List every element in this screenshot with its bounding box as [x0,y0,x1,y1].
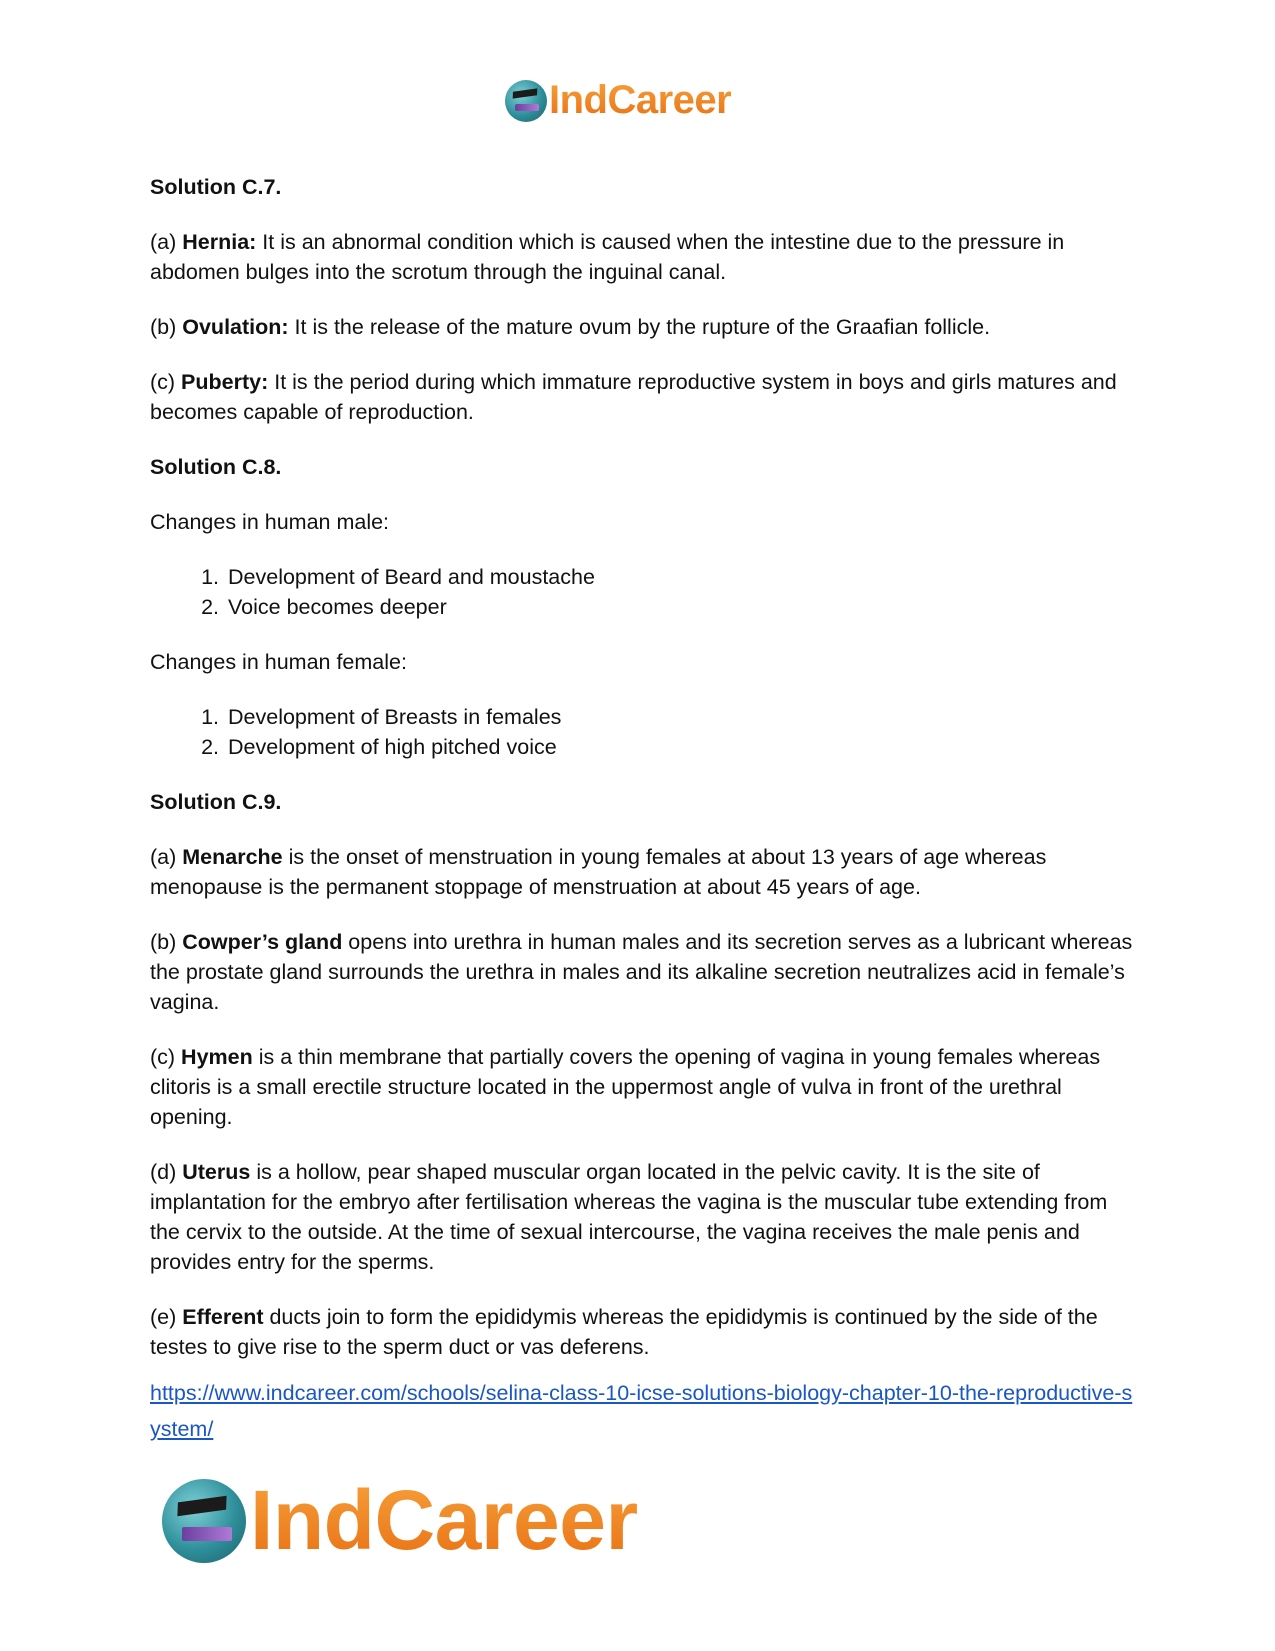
female-changes-list [150,702,1135,762]
list-item: 2. Voice becomes deeper [225,592,1135,622]
document-body [150,172,1135,1447]
source-url-link[interactable]: https://www.indcareer.com/schools/selina-class-10-icse-solutions-biology-chapter-10-the-reproductive-system/ [150,1381,1133,1441]
c9-item-d: (d) Uterus is a hollow, pear shaped muscular organ located in the pelvic cavity. It is the site of implantation for the embryo after fertilisation whereas the vagina is the muscular tube extending from the cervix to the outside. At the time of sexual intercourse, the vagina receives the male penis and provides entry for the sperms. [150,1160,1108,1274]
logo-globe-icon [505,80,547,122]
section-heading-c7: Solution C.7. [150,175,282,199]
section-heading-c8: Solution C.8. [150,455,282,479]
logo-globe-icon [162,1479,246,1563]
c7-item-c: (c) Puberty: It is the period during which immature reproductive system in boys and girls matures and becomes capable of reproduction. [150,370,1117,424]
c9-item-b: (b) Cowper’s gland opens into urethra in human males and its secretion serves as a lubricant whereas the prostate gland surrounds the urethra in males and its alkaline secretion neutralizes acid in female’s vagina. [150,930,1133,1014]
list-item: 1. Development of Beard and moustache [225,562,1135,592]
indcareer-logo-top [505,78,731,123]
list-item: 1. Development of Breasts in females [225,702,1135,732]
list-item: 2. Development of high pitched voice [225,732,1135,762]
male-changes-list [150,562,1135,622]
c7-item-a: (a) Hernia: It is an abnormal condition which is caused when the intestine due to the pressure in abdomen bulges into the scrotum through the inguinal canal. [150,230,1065,284]
c7-item-b: (b) Ovulation: It is the release of the mature ovum by the rupture of the Graafian follicle. [150,315,991,339]
male-changes-label: Changes in human male: [150,510,390,534]
logo-wordmark: IndCareer [549,78,732,122]
logo-wordmark: IndCareer [250,1473,638,1567]
section-heading-c9: Solution C.9. [150,790,282,814]
indcareer-logo-bottom [162,1472,638,1569]
female-changes-label: Changes in human female: [150,650,407,674]
c9-item-a: (a) Menarche is the onset of menstruation in young females at about 13 years of age whereas menopause is the permanent stoppage of menstruation at about 45 years of age. [150,845,1047,899]
c9-item-e: (e) Efferent ducts join to form the epididymis whereas the epididymis is continued by the side of the testes to give rise to the sperm duct or vas deferens. [150,1305,1098,1359]
c9-item-c: (c) Hymen is a thin membrane that partially covers the opening of vagina in young females whereas clitoris is a small erectile structure located in the uppermost angle of vulva in front of the urethral opening. [150,1045,1101,1129]
